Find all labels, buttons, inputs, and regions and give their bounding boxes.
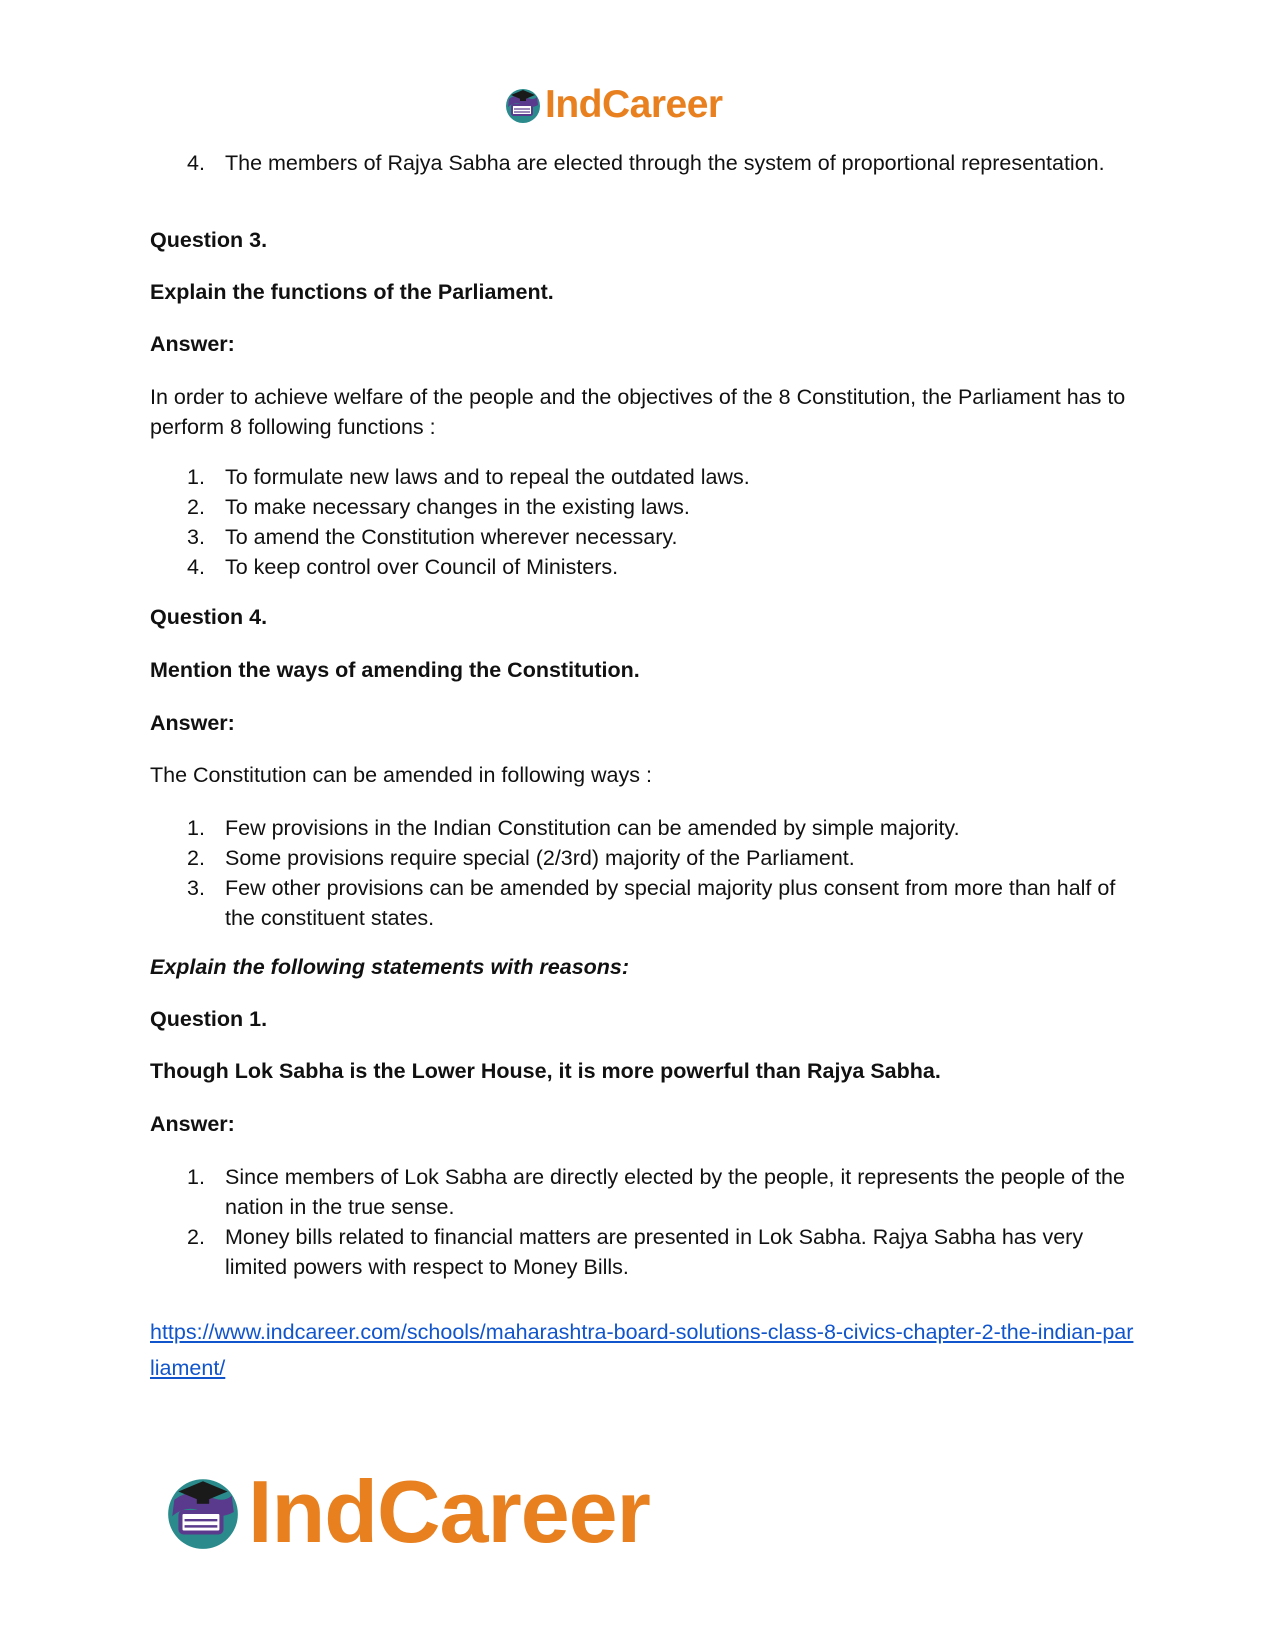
question-4-answer-intro: The Constitution can be amended in following ways :: [150, 763, 652, 787]
header-logo: [503, 82, 723, 128]
list-item-text: To amend the Constitution wherever necessary.: [225, 525, 678, 549]
list-item-number: 2.: [187, 1225, 205, 1249]
list-item-text: Money bills related to financial matters are presented in Lok Sabha. Rajya Sabha has very limited powers with respect to Money Bills.: [225, 1225, 1084, 1279]
list-item-number: 2.: [187, 495, 205, 519]
header-logo-text: IndCareer: [545, 83, 723, 126]
question-3-functions-list: [150, 462, 1135, 582]
question-3-text: Explain the functions of the Parliament.: [150, 280, 554, 304]
statement-question-1-reasons-list: [150, 1162, 1135, 1282]
list-item-text: To formulate new laws and to repeal the outdated laws.: [225, 465, 750, 489]
list-item: [150, 1162, 1135, 1222]
list-item-text: Few other provisions can be amended by special majority plus consent from more than half of the constituent states.: [225, 876, 1116, 930]
list-item: [150, 873, 1135, 933]
question-4-text: Mention the ways of amending the Constitution.: [150, 658, 640, 682]
list-item-number: 2.: [187, 846, 205, 870]
list-item-text: Since members of Lok Sabha are directly elected by the people, it represents the people of the nation in the true sense.: [225, 1165, 1125, 1219]
list-item-number: 4.: [187, 151, 205, 175]
footer-logo: [162, 1462, 650, 1561]
source-link[interactable]: https://www.indcareer.com/schools/maharashtra-board-solutions-class-8-civics-chapter-2-the-indian-parliament/: [150, 1320, 1134, 1380]
statement-question-1-text: Though Lok Sabha is the Lower House, it is more powerful than Rajya Sabha.: [150, 1059, 941, 1083]
list-item-number: 4.: [187, 555, 205, 579]
list-item-number: 3.: [187, 876, 205, 900]
list-item: [150, 552, 1135, 582]
question-3-answer-label: Answer:: [150, 332, 235, 356]
list-item-number: 1.: [187, 1165, 205, 1189]
list-item-text: Some provisions require special (2/3rd) majority of the Parliament.: [225, 846, 855, 870]
list-item-number: 1.: [187, 816, 205, 840]
list-item: [150, 843, 1135, 873]
globe-book-icon: [162, 1471, 244, 1553]
footer-logo-text: IndCareer: [248, 1462, 650, 1561]
question-4-label: Question 4.: [150, 605, 268, 629]
list-item-text: To keep control over Council of Ministers.: [225, 555, 619, 579]
statement-question-1-answer-label: Answer:: [150, 1112, 235, 1136]
list-item: [150, 492, 1135, 522]
list-item: [150, 462, 1135, 492]
list-item: [150, 522, 1135, 552]
list-item: [150, 813, 1135, 843]
list-item-number: 1.: [187, 465, 205, 489]
list-item-text: To make necessary changes in the existing laws.: [225, 495, 690, 519]
question-4-answer-label: Answer:: [150, 711, 235, 735]
question-3-answer-intro: In order to achieve welfare of the people and the objectives of the 8 Constitution, the Parliament has to perform 8 following functions :: [150, 385, 1126, 439]
question-3-label: Question 3.: [150, 228, 268, 252]
globe-book-icon: [503, 85, 543, 125]
list-item: [150, 1222, 1135, 1282]
question-4-ways-list: [150, 813, 1135, 933]
list-item-text: Few provisions in the Indian Constitution can be amended by simple majority.: [225, 816, 960, 840]
list-item: [150, 148, 1135, 178]
list-item-text: The members of Rajya Sabha are elected through the system of proportional representation.: [225, 151, 1105, 175]
continued-list: [150, 148, 1135, 178]
list-item-number: 3.: [187, 525, 205, 549]
statement-question-1-label: Question 1.: [150, 1007, 268, 1031]
section-heading: Explain the following statements with reasons:: [150, 955, 630, 979]
